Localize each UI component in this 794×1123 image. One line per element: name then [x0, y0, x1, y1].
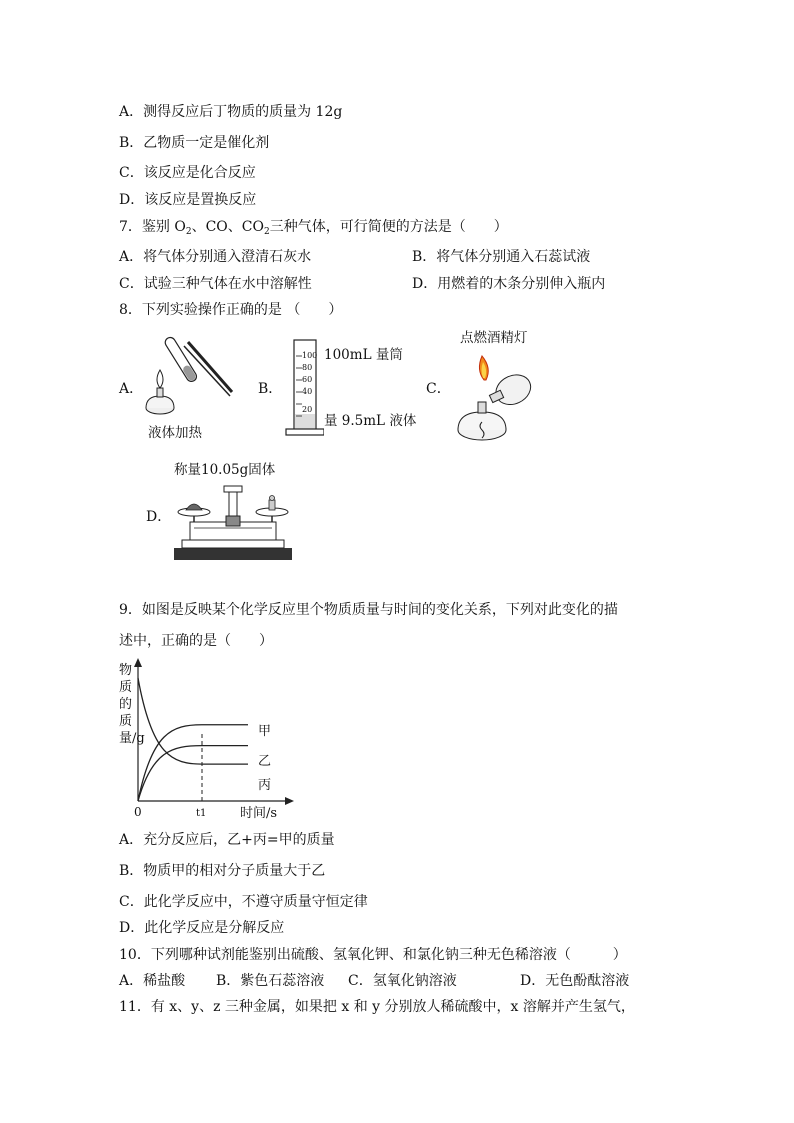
chart-origin-label: 0	[134, 805, 142, 819]
q6-option-c: C．该反应是化合反应	[119, 165, 256, 181]
cylinder-tick-60: 60	[302, 375, 313, 384]
lamp-lighting-figure	[452, 352, 542, 444]
q6-option-a: A．测得反应后丁物质的质量为 12g	[119, 104, 343, 120]
cylinder-tick-80: 80	[302, 363, 313, 372]
q8-label-d: D．	[146, 509, 172, 525]
q7-option-d: D．用燃着的木条分别伸入瓶内	[412, 276, 606, 292]
q7-stem: 7．鉴别 $O_2$、CO、$CO_2$三种气体，可行简便的方法是（ ）	[119, 219, 508, 237]
q8-caption-d: 称量10.05g固体	[174, 462, 276, 478]
series-label-bing: 丙	[258, 778, 272, 793]
q10-option-a: A．稀盐酸	[119, 973, 186, 989]
q9-option-c: C．此化学反应中，不遵守质量守恒定律	[119, 894, 368, 910]
q8-label-c: C．	[426, 381, 451, 397]
q6-option-d: D．该反应是置换反应	[119, 192, 257, 208]
q7-option-b: B．将气体分别通入石蕊试液	[412, 249, 591, 265]
y-axis-arrow	[134, 658, 142, 667]
q7-option-c: C．试验三种气体在水中溶解性	[119, 276, 312, 292]
q6-option-b: B．乙物质一定是催化剂	[119, 135, 270, 151]
cylinder-tick-20: 20	[302, 405, 313, 414]
q10-stem: 10．下列哪种试剂能鉴别出硫酸、氢氧化钾、和氯化钠三种无色稀溶液（ ）	[119, 947, 627, 963]
series-line-yi	[138, 746, 248, 801]
q9-option-d: D．此化学反应是分解反应	[119, 920, 285, 936]
q8-label-a: A．	[119, 381, 144, 397]
mass-time-chart	[118, 658, 308, 826]
q10-option-b: B．紫色石蕊溶液	[216, 973, 325, 989]
x-axis-arrow	[285, 797, 294, 805]
q10-option-c: C．氢氧化钠溶液	[348, 973, 457, 989]
test-tube-heating-figure	[140, 330, 240, 420]
q8-caption-b-bottom: 量 9.5mL 液体	[324, 413, 417, 429]
q8-stem: 8．下列实验操作正确的是 （ ）	[119, 302, 343, 318]
series-label-jia: 甲	[258, 724, 272, 739]
q9-stem-line1: 9．如图是反映某个化学反应里个物质质量与时间的变化关系，下列对此变化的描	[119, 602, 618, 618]
q11-stem: 11．有 x、y、z 三种金属，如果把 x 和 y 分别放人稀硫酸中，x 溶解并产生氢气，	[119, 999, 635, 1015]
chart-y-label: 物质的质量/g	[119, 663, 145, 746]
balance-scale-figure	[168, 482, 298, 566]
q9-option-b: B．物质甲的相对分子质量大于乙	[119, 863, 326, 879]
cylinder-tick-40: 40	[302, 387, 313, 396]
q8-caption-b-top: 100mL 量筒	[324, 347, 403, 363]
q9-stem-line2: 述中，正确的是（ ）	[119, 633, 273, 649]
chart-x-label: 时间/s	[240, 806, 278, 821]
chart-t1-label: t1	[196, 808, 207, 819]
q8-caption-a: 液体加热	[148, 425, 202, 441]
cylinder-tick-100: 100	[302, 351, 318, 360]
mass-time-chart-svg	[118, 658, 308, 826]
q8-caption-c: 点燃酒精灯	[460, 330, 528, 346]
q8-label-b: B．	[258, 381, 283, 397]
q9-option-a: A．充分反应后，乙+丙=甲的质量	[119, 832, 335, 848]
series-label-yi: 乙	[258, 754, 272, 769]
q10-option-d: D．无色酚酞溶液	[520, 973, 630, 989]
q7-option-a: A．将气体分别通入澄清石灰水	[119, 249, 312, 265]
